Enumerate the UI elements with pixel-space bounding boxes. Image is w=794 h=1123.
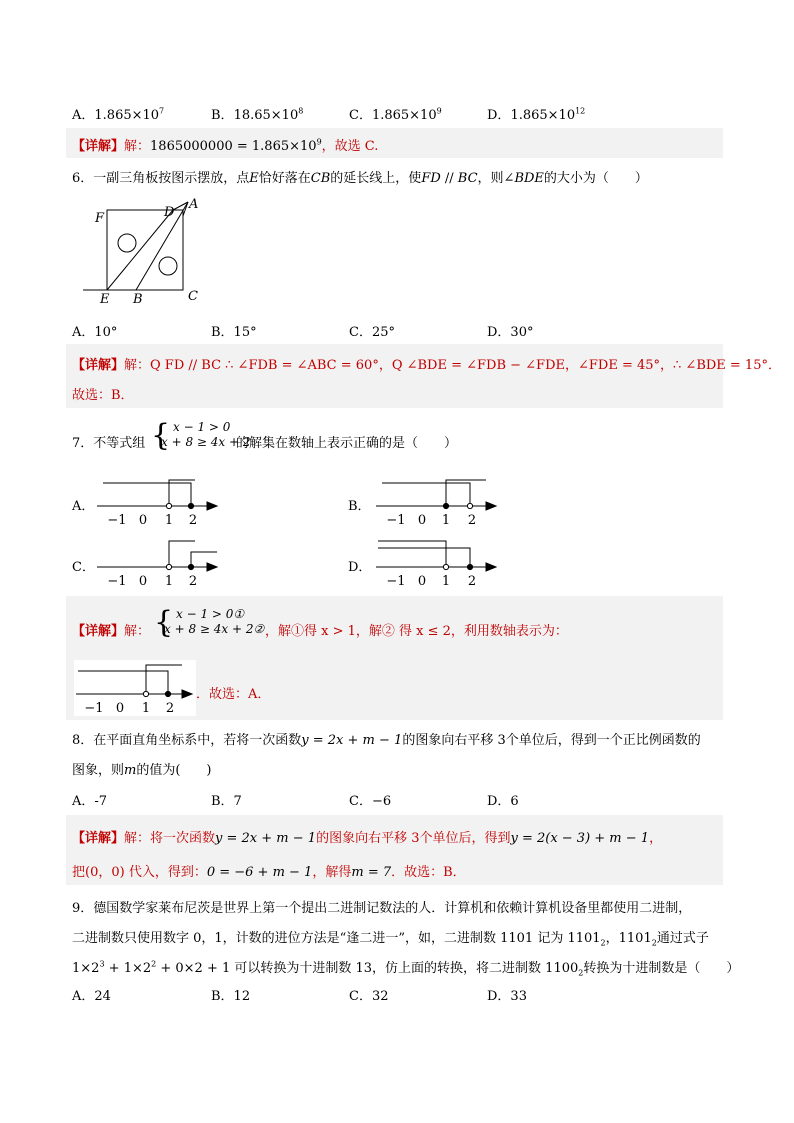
label-e: E bbox=[100, 292, 110, 307]
q5-option-a[interactable]: A．$1.865\times 10^7$ bbox=[72, 106, 165, 123]
q6-explanation: 【详解】解：Q FD // BC ∴ ∠FDB = ∠ABC = 60°，Q ∠BDE = ∠FDB − ∠FDE，∠FDE = 45°，∴ ∠BDE = 15°． 故选：B． bbox=[66, 344, 723, 408]
explain-tag: 【详解】 bbox=[72, 358, 125, 373]
q5-explanation: 【详解】解：$1865000000 = 1.865\times 10^9$，故选 C. bbox=[66, 128, 723, 158]
q9-option-c[interactable]: C．32 bbox=[349, 989, 389, 1004]
q9-stem-line1: 9．德国数学家莱布尼茨是世界上第一个提出二进制记数法的人．计算机和依赖计算机设备里都使用二进制， bbox=[72, 901, 692, 916]
svg-text:2: 2 bbox=[467, 513, 477, 528]
q5-option-b[interactable]: B．$18.65\times 10^8$ bbox=[211, 106, 304, 123]
q7-option-c[interactable]: C． bbox=[72, 560, 95, 575]
explain-tag: 【详解】 bbox=[72, 831, 125, 846]
q9-option-b[interactable]: B．12 bbox=[211, 989, 251, 1004]
svg-text:2: 2 bbox=[165, 701, 175, 716]
explain-tag: 【详解】 bbox=[72, 624, 125, 639]
q8-options bbox=[72, 790, 732, 810]
q5-option-c[interactable]: C．$1.865\times 10^9$ bbox=[349, 106, 442, 123]
q6-option-d[interactable]: D．30° bbox=[487, 325, 534, 340]
q7-option-b[interactable]: B． bbox=[348, 499, 371, 514]
q8-stem-line1: 8．在平面直角坐标系中，若将一次函数y = 2x + m − 1的图象向右平移 3个单位后，得到一个正比例函数的 bbox=[72, 733, 701, 748]
q8-option-a[interactable]: A．-7 bbox=[72, 794, 108, 809]
label-c: C bbox=[188, 289, 198, 304]
circle-1 bbox=[118, 234, 136, 252]
q7-stem: 7．不等式组 bbox=[72, 436, 146, 451]
q7-explain-numberline bbox=[74, 660, 196, 716]
q6-option-c[interactable]: C．25° bbox=[349, 325, 395, 340]
q7-numberline-b bbox=[374, 473, 504, 528]
q7-numberline-a bbox=[95, 473, 225, 528]
q8-option-d[interactable]: D．6 bbox=[487, 794, 519, 809]
q7-stem-b: 的解集在数轴上表示正确的是（ ） bbox=[236, 436, 458, 451]
q9-stem-line3: $1\times 2^3 + 1\times 2^2 + 0\times 2 + 1$ 可以转换为十进制数 13，仿上面的转换，将二进制数 $1100_2$转换为十进制数是（ ） bbox=[72, 959, 740, 978]
q9-options bbox=[72, 985, 732, 1005]
svg-text:1: 1 bbox=[164, 513, 174, 528]
q6-stem: 6．一副三角板按图示摆放，点E恰好落在CB的延长线上，使FD // BC，则∠BDE的大小为（ ） bbox=[72, 171, 648, 186]
q7-numberline-d bbox=[374, 534, 504, 589]
svg-text:0: 0 bbox=[115, 701, 125, 716]
svg-text:1: 1 bbox=[164, 574, 174, 589]
q9-option-a[interactable]: A．24 bbox=[72, 989, 111, 1004]
svg-text:0: 0 bbox=[138, 513, 148, 528]
q6-option-a[interactable]: A．10° bbox=[72, 325, 118, 340]
svg-text:1: 1 bbox=[441, 574, 451, 589]
svg-text:1: 1 bbox=[441, 513, 451, 528]
svg-text:1: 1 bbox=[141, 701, 151, 716]
q5-option-d[interactable]: D．$1.865\times 10^{12}$ bbox=[487, 106, 586, 123]
q9-option-d[interactable]: D．33 bbox=[487, 989, 527, 1004]
svg-text:0: 0 bbox=[417, 574, 427, 589]
q8-option-b[interactable]: B．7 bbox=[211, 794, 242, 809]
svg-text:−1: −1 bbox=[84, 701, 104, 716]
svg-text:0: 0 bbox=[417, 513, 427, 528]
q8-option-c[interactable]: C．−6 bbox=[349, 794, 392, 809]
svg-text:2: 2 bbox=[467, 574, 477, 589]
q7-option-a[interactable]: A． bbox=[72, 499, 95, 514]
svg-text:2: 2 bbox=[188, 574, 198, 589]
svg-text:−1: −1 bbox=[386, 513, 406, 528]
q6-options bbox=[72, 321, 732, 341]
svg-text:−1: −1 bbox=[107, 513, 127, 528]
label-a: A bbox=[189, 197, 199, 212]
label-f: F bbox=[95, 211, 105, 226]
q6-option-b[interactable]: B．15° bbox=[211, 325, 257, 340]
triangle-square bbox=[107, 210, 183, 290]
q7-numberline-c bbox=[95, 534, 225, 589]
q7-brace: { bbox=[151, 418, 171, 453]
svg-text:0: 0 bbox=[138, 574, 148, 589]
svg-text:−1: −1 bbox=[107, 574, 127, 589]
svg-text:2: 2 bbox=[188, 513, 198, 528]
explain-tag: 【详解】 bbox=[72, 139, 125, 154]
q7-system: x − 1 > 0 x + 8 ≥ 4x + 2 bbox=[161, 420, 251, 449]
q5-options bbox=[72, 104, 732, 124]
q9-stem-line2: 二进制数只使用数字 0，1，计数的进位方法是“逢二进一”，如，二进制数 1101 记为 $1101_2$，$1101_2$通过式子 bbox=[72, 931, 709, 948]
q7-option-d[interactable]: D． bbox=[348, 560, 372, 575]
q8-explanation: 【详解】解：将一次函数y = 2x + m − 1的图象向右平移 3个单位后，得到y = 2(x − 3) + m − 1， 把(0，0) 代入，得到：0 = −6 + m − 1，解得m = 7．故选：B． bbox=[66, 815, 723, 885]
circle-2 bbox=[159, 257, 177, 275]
q6-figure bbox=[78, 192, 208, 307]
q8-stem-line2: 图象，则m的值为( ) bbox=[72, 763, 212, 778]
label-b: B bbox=[133, 292, 143, 307]
q7-explanation: 【详解】解： { x − 1 > 0① x + 8 ≥ 4x + 2② ，解①得 x > 1，解② 得 x ≤ 2，利用数轴表示为： −1 0 1 2 ．故选：A． bbox=[66, 596, 723, 720]
svg-text:−1: −1 bbox=[386, 574, 406, 589]
label-d: D bbox=[164, 205, 175, 220]
